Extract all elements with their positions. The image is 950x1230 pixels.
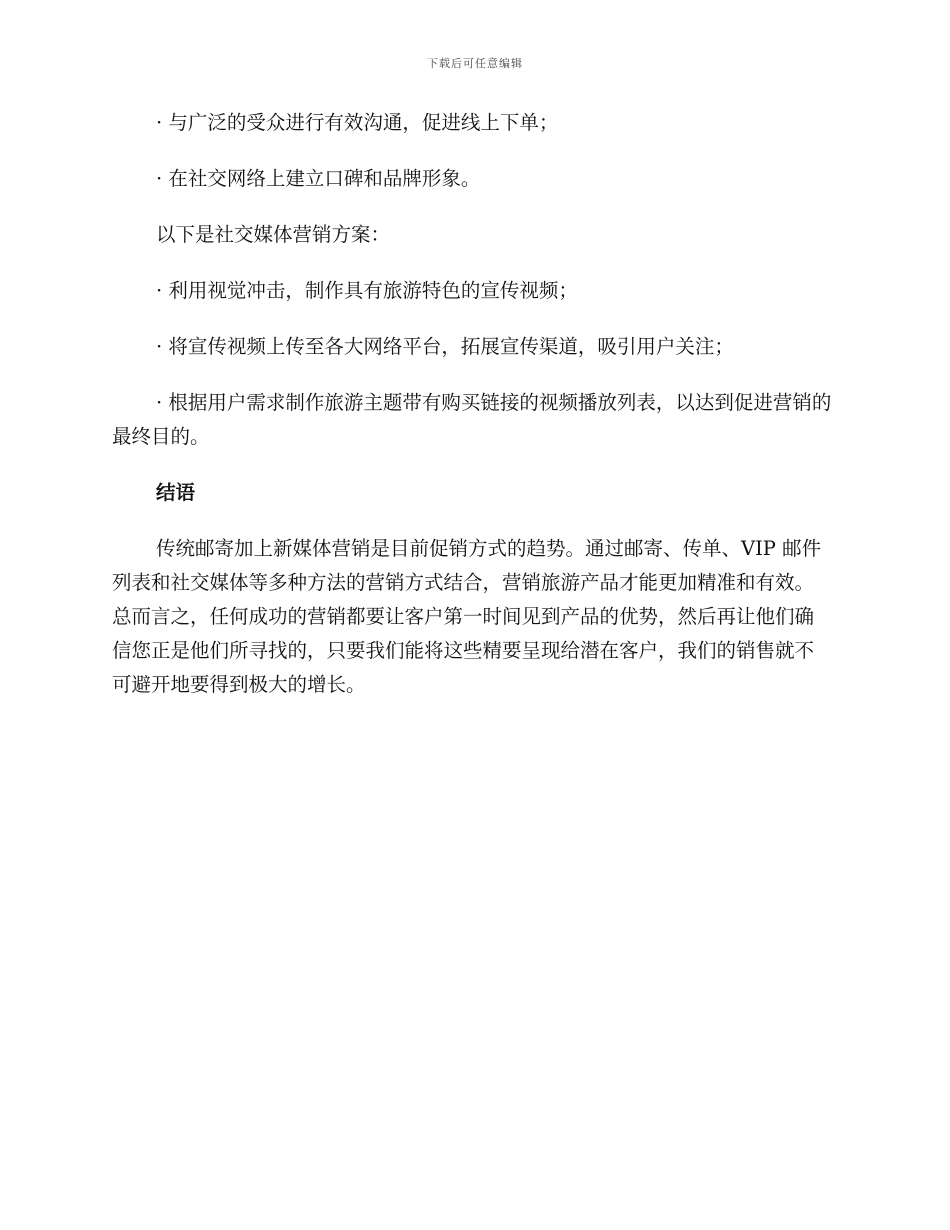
bullet-paragraph: · 在社交网络上建立口碑和品牌形象。 <box>156 167 481 190</box>
conclusion-paragraph: 传统邮寄加上新媒体营销是目前促销方式的趋势。通过邮寄、传单、VIP 邮件列表和社交媒体等多种方法的营销方式结合，营销旅游产品才能更加精准和有效。总而言之，任何成功的营销都要让客户第一时间见到产品的优势，然后再让他们确信您正是他们所寻找的，只要我们能将这些精要呈现给潜在客户，我们的销售就不可避开地要得到极大的增长。 <box>112 537 822 696</box>
bullet-paragraph: · 根据用户需求制作旅游主题带有购买链接的视频播放列表，以达到促进营销的最终目的。 <box>112 391 832 448</box>
bullet-paragraph: · 与广泛的受众进行有效沟通，促进线上下单； <box>156 111 559 134</box>
intro-paragraph: 以下是社交媒体营销方案： <box>156 223 391 246</box>
section-heading: 结语 <box>156 481 196 504</box>
header-note: 下载后可任意编辑 <box>427 57 523 70</box>
document-body <box>112 106 832 724</box>
bullet-paragraph: · 将宣传视频上传至各大网络平台，拓展宣传渠道，吸引用户关注； <box>156 335 734 358</box>
bullet-paragraph: · 利用视觉冲击，制作具有旅游特色的宣传视频； <box>156 279 578 302</box>
